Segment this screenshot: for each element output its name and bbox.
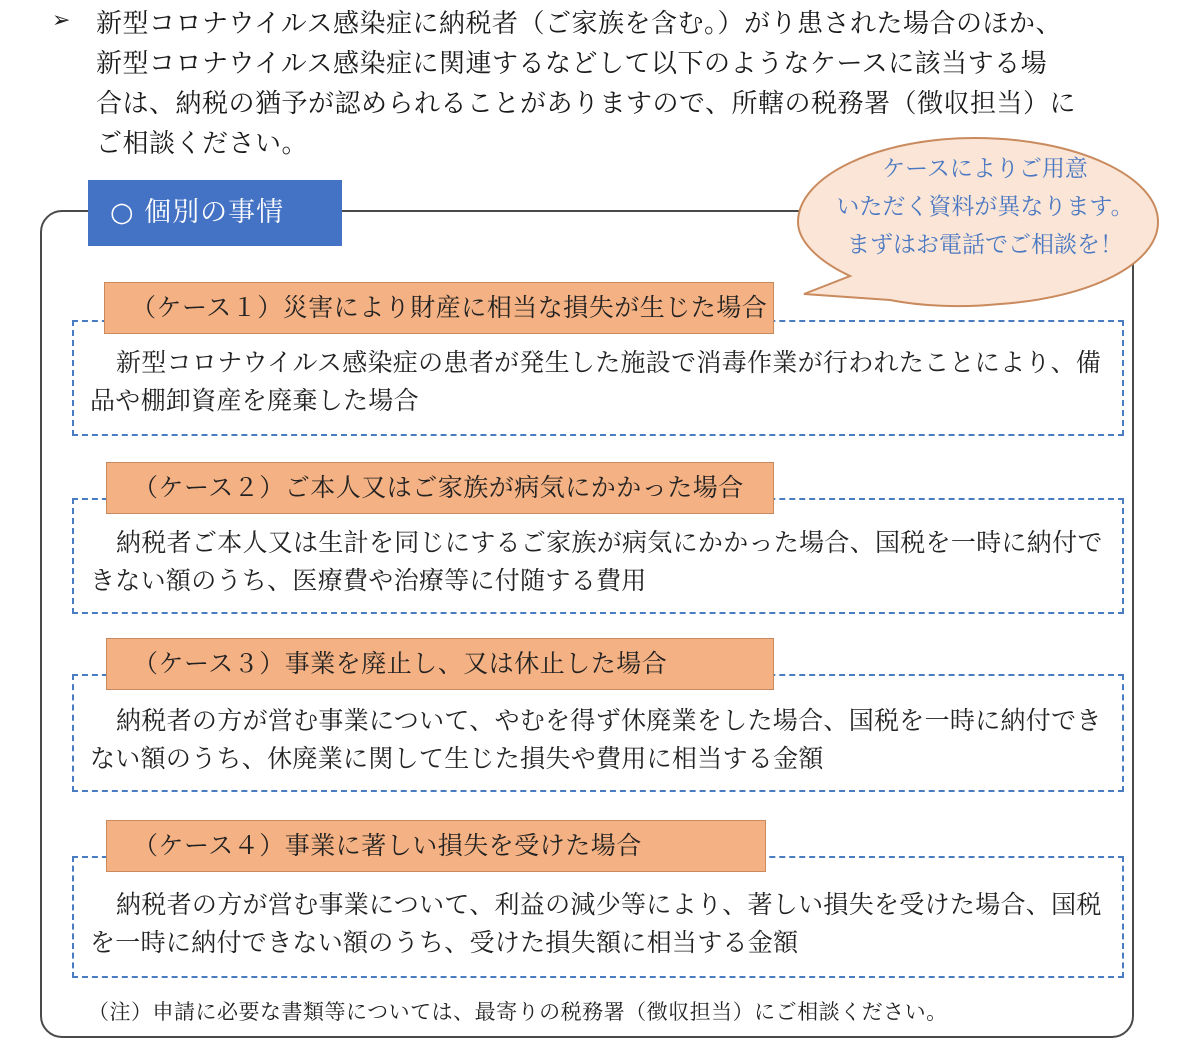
callout-text: ケースによりご用意 いただく資料が異なります。 まずはお電話でご相談を！ <box>836 156 1134 258</box>
speech-bubble-callout <box>790 136 1160 336</box>
footnote: （注）申請に必要な書類等については、最寄りの税務署（徴収担当）にご相談ください。 <box>88 1000 948 1024</box>
case-1-title: （ケース１）災害により財産に相当な損失が生じた場合 <box>104 282 774 334</box>
case-2-title: （ケース２）ご本人又はご家族が病気にかかった場合 <box>106 462 774 514</box>
case-3-title: （ケース３）事業を廃止し、又は休止した場合 <box>106 638 774 690</box>
case-3-description: 納税者の方が営む事業について、やむを得ず休廃業をした場合、国税を一時に納付できない額のうち、休廃業に関して生じた損失や費用に相当する金額 <box>90 706 1102 773</box>
arrow-bullet-icon: ➢ <box>52 8 71 33</box>
case-2-description: 納税者ご本人又は生計を同じにするご家族が病気にかかった場合、国税を一時に納付できない額のうち、医療費や治療等に付随する費用 <box>90 528 1103 595</box>
case-4-title: （ケース４）事業に著しい損失を受けた場合 <box>106 820 766 872</box>
section-heading: ○ 個別の事情 <box>88 180 342 246</box>
case-4-description: 納税者の方が営む事業について、利益の減少等により、著しい損失を受けた場合、国税を一時に納付できない額のうち、受けた損失額に相当する金額 <box>90 890 1102 957</box>
case-1-description: 新型コロナウイルス感染症の患者が発生した施設で消毒作業が行われたことにより、備品や棚卸資産を廃棄した場合 <box>90 348 1102 415</box>
intro-paragraph: 新型コロナウイルス感染症に納税者（ご家族を含む。）がり患された場合のほか、 新型コロナウイルス感染症に関連するなどして以下のようなケースに該当する場 合は、納税の猶予が認められることがありますので、所轄の税務署（徴収担当）に ご相談ください。 <box>96 9 1076 159</box>
